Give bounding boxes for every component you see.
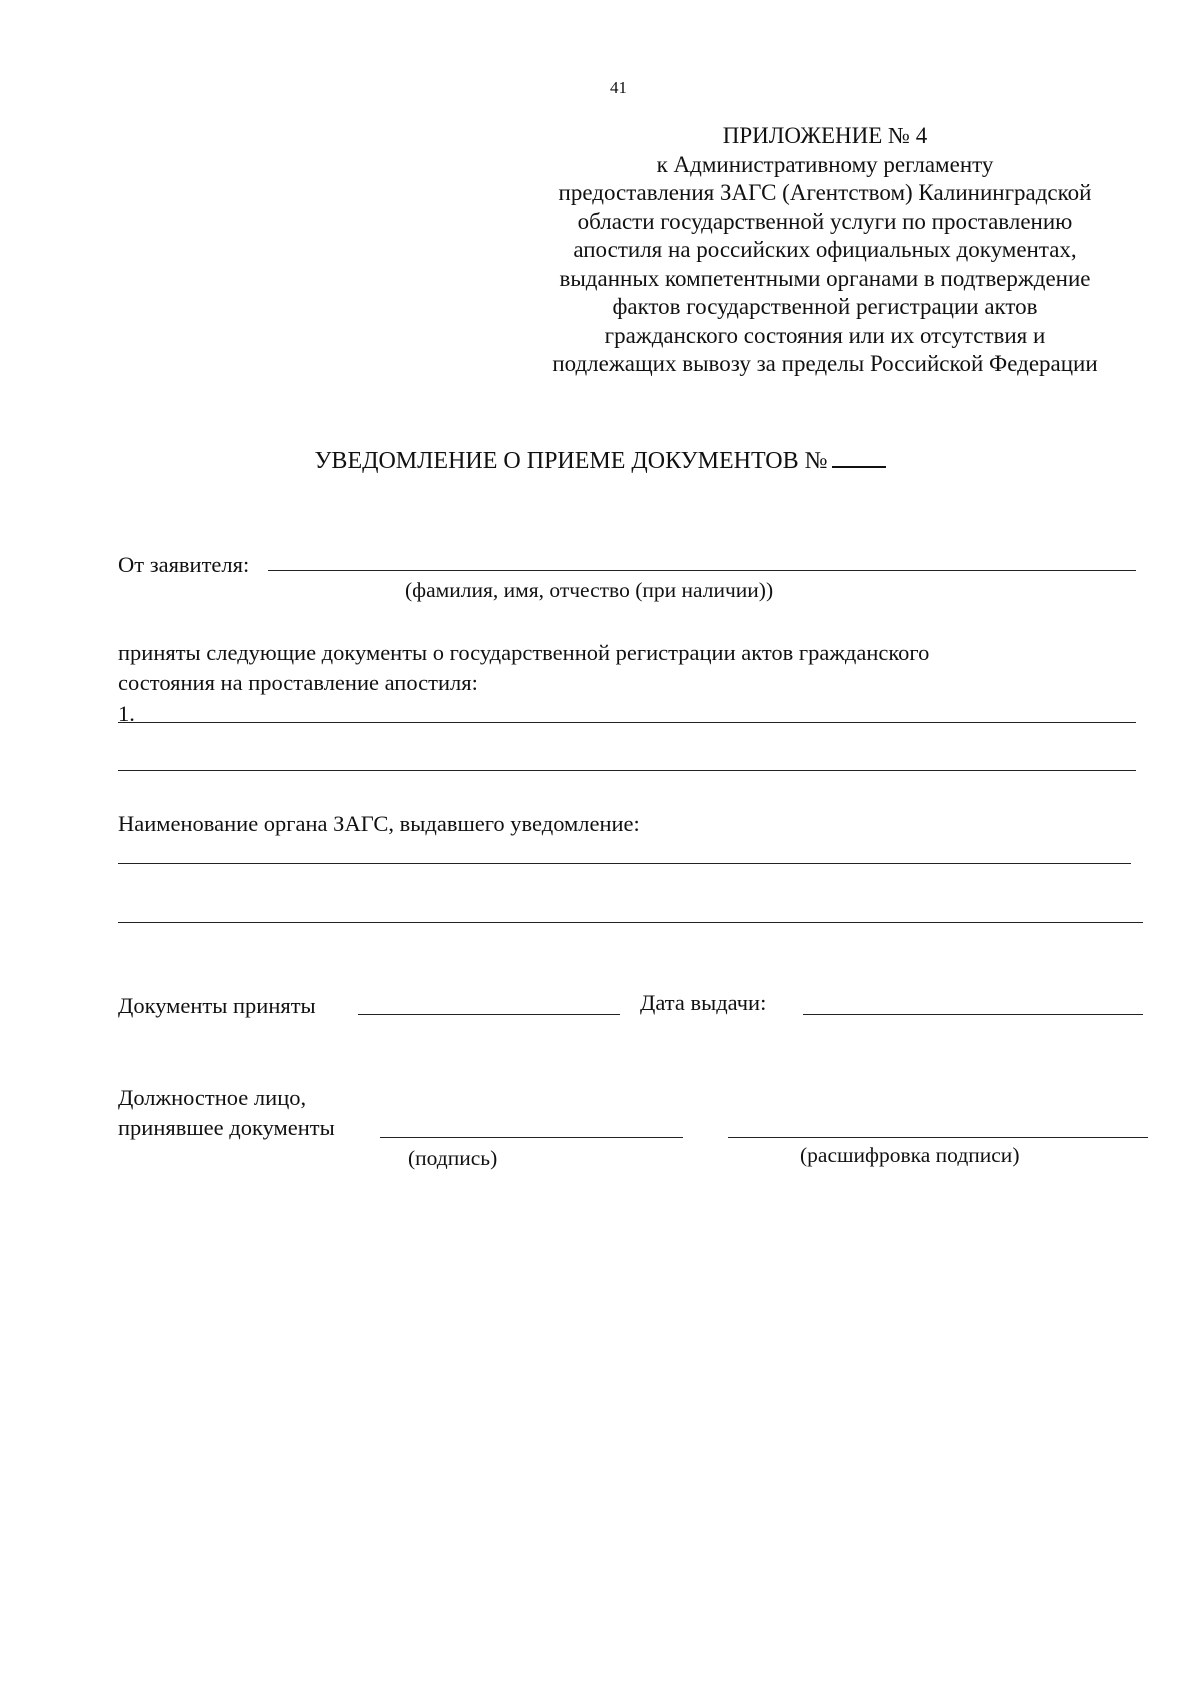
issue-date-line[interactable] bbox=[803, 1014, 1143, 1015]
appendix-line: гражданского состояния или их отсутствия и bbox=[604, 322, 1046, 348]
signature-line[interactable] bbox=[380, 1137, 683, 1138]
registry-office-line-1[interactable] bbox=[118, 863, 1131, 864]
notice-title-text: УВЕДОМЛЕНИЕ О ПРИЕМЕ ДОКУМЕНТОВ № bbox=[314, 448, 828, 474]
signature-caption: (подпись) bbox=[408, 1146, 498, 1170]
notice-number-blank[interactable] bbox=[832, 466, 886, 468]
appendix-line: фактов государственной регистрации актов bbox=[612, 294, 1038, 319]
appendix-line: области государственной услуги по проставлению bbox=[577, 208, 1073, 234]
registry-office-label: Наименование органа ЗАГС, выдавшего уведомление: bbox=[118, 811, 640, 836]
appendix-line: к Административному регламенту bbox=[656, 151, 994, 177]
appendix-line: предоставления ЗАГС (Агентством) Калининградской bbox=[558, 180, 1092, 205]
accepted-line[interactable] bbox=[358, 1014, 620, 1015]
document-item-line-1[interactable] bbox=[118, 722, 1136, 723]
issue-date-label: Дата выдачи: bbox=[640, 990, 767, 1015]
appendix-line: выданных компетентными органами в подтверждение bbox=[559, 265, 1091, 291]
appendix-line: апостиля на российских официальных документах, bbox=[573, 237, 1077, 262]
documents-intro-line-2: состояния на проставление апостиля: bbox=[118, 670, 478, 695]
signature-decryption-line[interactable] bbox=[728, 1137, 1148, 1138]
applicant-name-line[interactable] bbox=[268, 570, 1136, 571]
applicant-label: От заявителя: bbox=[118, 552, 250, 577]
page-number: 41 bbox=[610, 78, 627, 97]
official-label-line-2: принявшее документы bbox=[118, 1115, 335, 1140]
appendix-line: подлежащих вывозу за пределы Российской Федерации bbox=[552, 351, 1098, 376]
notice-title bbox=[0, 448, 1200, 475]
appendix-header bbox=[510, 122, 1140, 379]
registry-office-line-2[interactable] bbox=[118, 922, 1143, 923]
signature-decryption-caption: (расшифровка подписи) bbox=[800, 1143, 1020, 1167]
documents-intro-line-1: приняты следующие документы о государственной регистрации актов гражданского bbox=[118, 640, 930, 665]
applicant-caption: (фамилия, имя, отчество (при наличии)) bbox=[405, 578, 774, 602]
official-label-line-1: Должностное лицо, bbox=[118, 1085, 307, 1110]
document-item-line-2[interactable] bbox=[118, 770, 1136, 771]
appendix-title: ПРИЛОЖЕНИЕ № 4 bbox=[722, 123, 928, 148]
document-item-number: 1. bbox=[118, 701, 135, 726]
accepted-label: Документы приняты bbox=[118, 993, 316, 1018]
